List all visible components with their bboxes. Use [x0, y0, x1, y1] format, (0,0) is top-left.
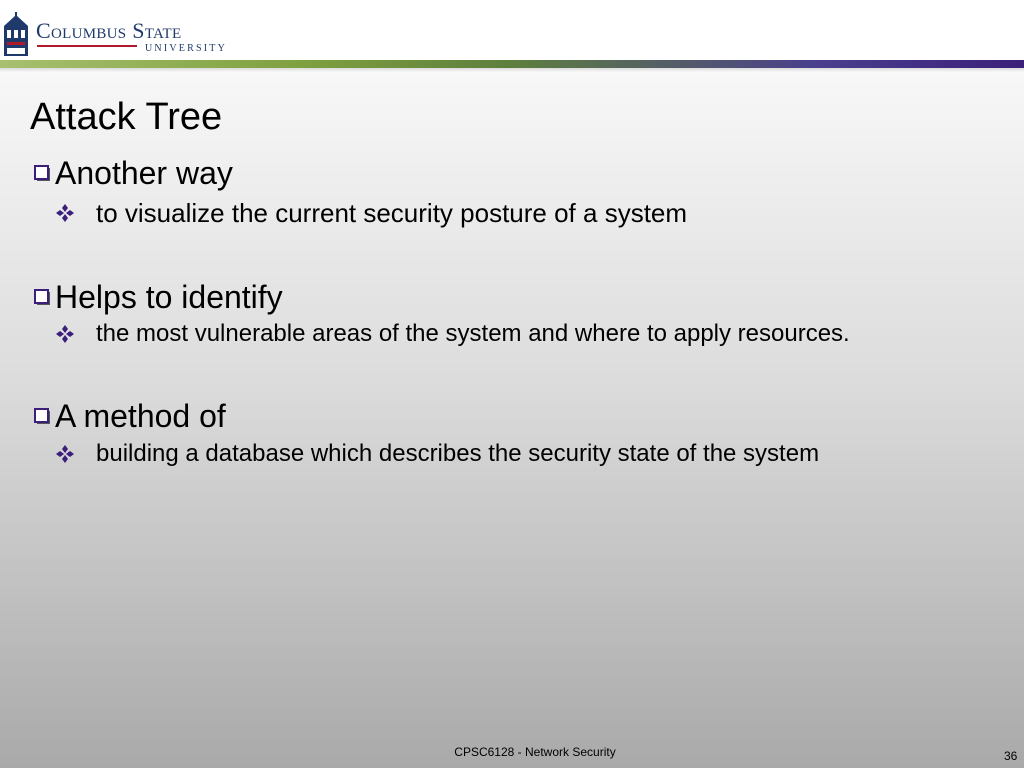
diamond-bullet-icon	[56, 325, 74, 343]
diamond-bullet-icon	[56, 204, 74, 222]
slide-header	[0, 0, 1024, 62]
bullet-heading	[34, 280, 283, 314]
checkbox-bullet-icon	[34, 165, 51, 182]
university-seal-icon	[3, 12, 29, 58]
logo-rule	[37, 45, 137, 47]
footer-course-title: CPSC6128 - Network Security	[454, 745, 616, 759]
header-bar-shadow	[0, 68, 1024, 72]
checkbox-bullet-icon	[34, 408, 51, 425]
bullet-heading	[34, 399, 226, 433]
bullet-heading-text: Another way	[55, 155, 233, 191]
slide-title: Attack Tree	[30, 96, 223, 138]
sub-bullet-text: to visualize the current security posture of a system	[96, 198, 688, 228]
bullet-heading-text: Helps to identify	[55, 279, 283, 315]
logo-wordmark: Columbus State	[36, 18, 182, 43]
checkbox-bullet-icon	[34, 289, 51, 306]
sub-bullet	[56, 320, 850, 348]
page-number: 36	[1004, 749, 1018, 763]
bullet-heading	[34, 156, 233, 190]
logo-subtitle: UNIVERSITY	[145, 43, 227, 54]
sub-bullet	[56, 440, 819, 468]
bullet-heading-text: A method of	[55, 398, 226, 434]
university-logo	[3, 12, 243, 58]
sub-bullet	[56, 199, 687, 227]
sub-bullet-text: the most vulnerable areas of the system and where to apply resources.	[96, 320, 850, 347]
sub-bullet-text: building a database which describes the security state of the system	[96, 440, 820, 467]
header-accent-bar	[0, 60, 1024, 68]
diamond-bullet-icon	[56, 445, 74, 463]
